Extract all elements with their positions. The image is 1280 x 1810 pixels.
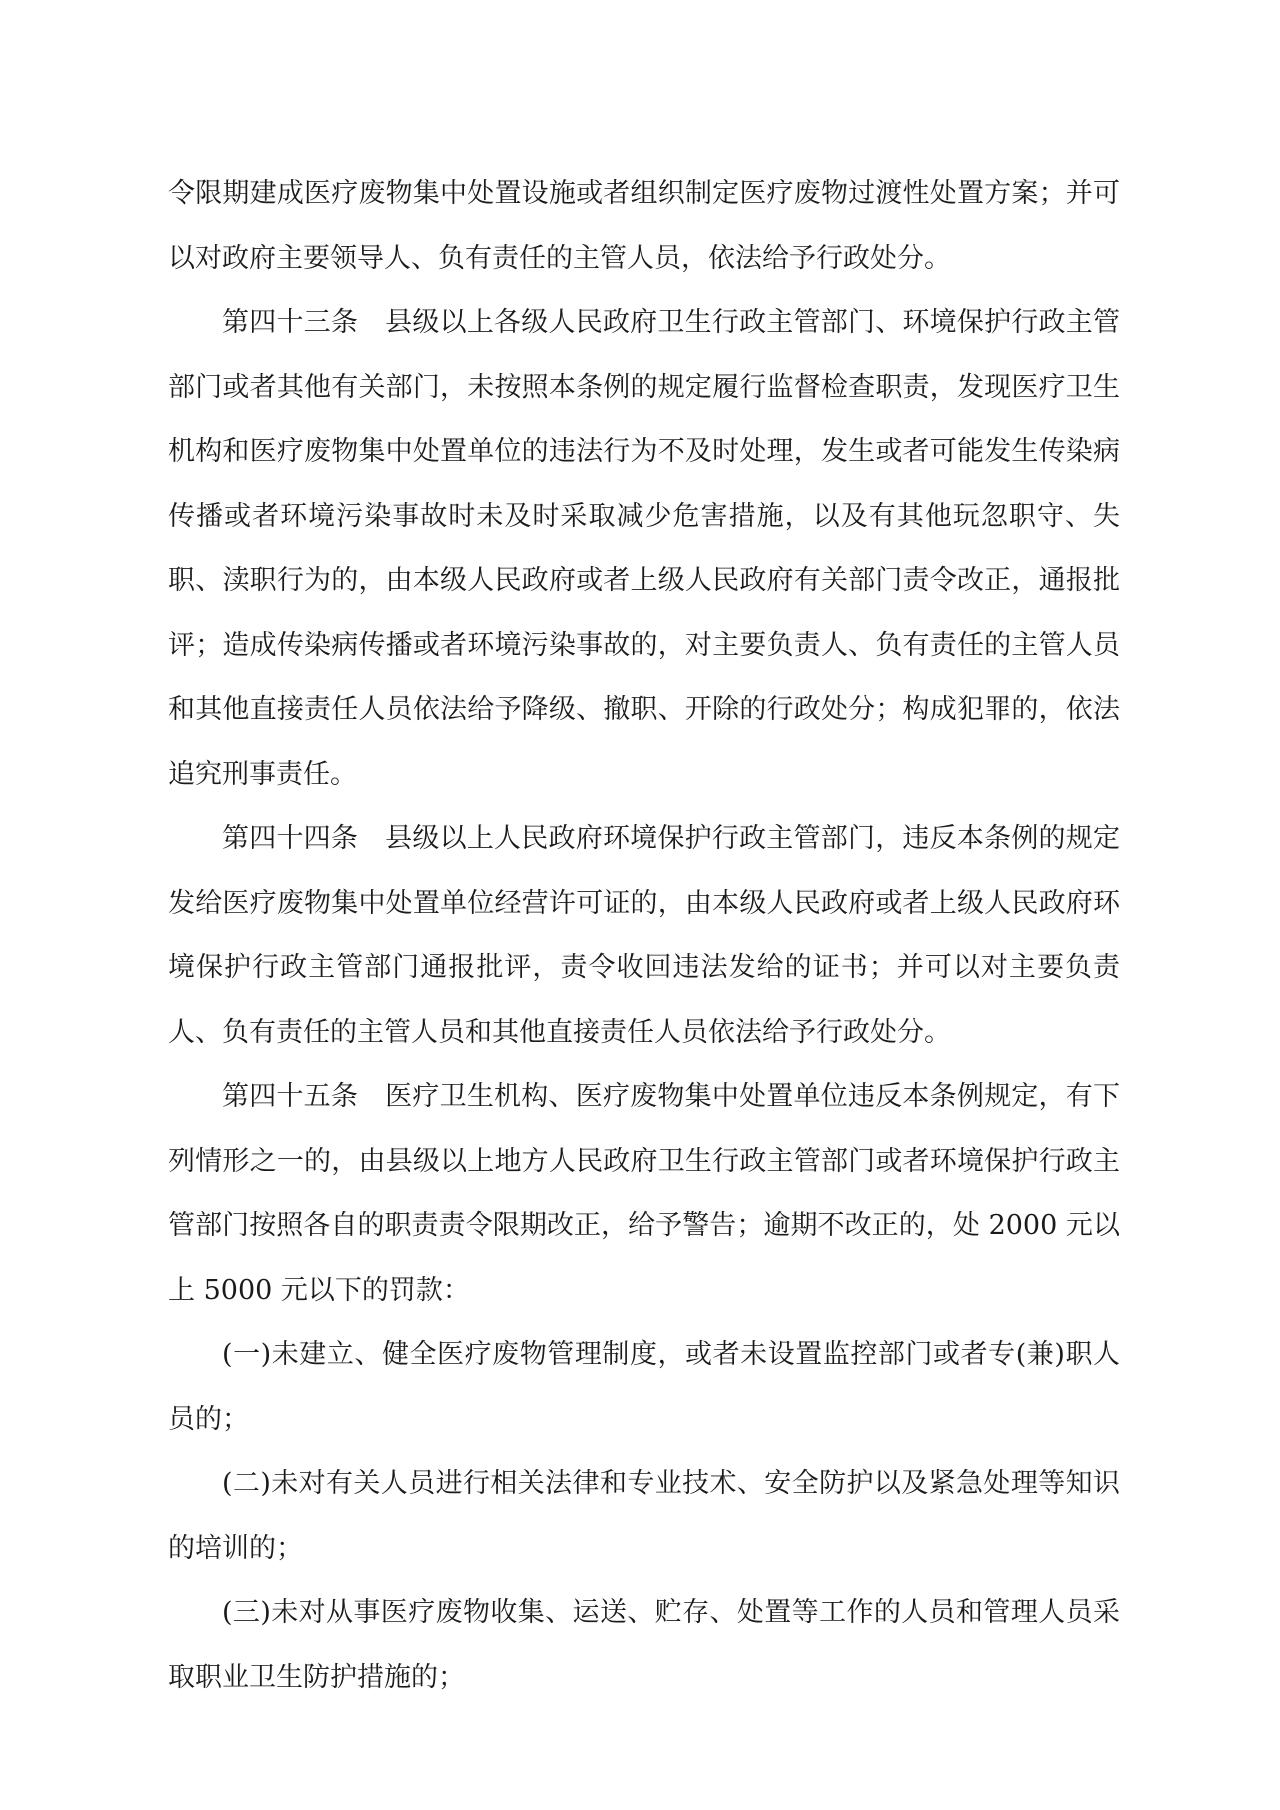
list-item-2: (二)未对有关人员进行相关法律和专业技术、安全防护以及紧急处理等知识的培训的；	[168, 1468, 1120, 1564]
document-body	[168, 162, 1120, 1710]
list-item-3: (三)未对从事医疗废物收集、运送、贮存、处置等工作的人员和管理人员采取职业卫生防护措施的；	[168, 1597, 1120, 1693]
article-44	[168, 807, 1120, 1065]
article-number: 第四十三条	[222, 307, 359, 338]
article-45	[168, 1065, 1120, 1323]
article-43	[168, 291, 1120, 807]
article-number: 第四十四条	[222, 823, 359, 854]
article-number: 第四十五条	[222, 1081, 359, 1112]
continuation-paragraph: 令限期建成医疗废物集中处置设施或者组织制定医疗废物过渡性处置方案；并可以对政府主要领导人、负有责任的主管人员，依法给予行政处分。	[168, 178, 1120, 274]
article-text: 医疗卫生机构、医疗废物集中处置单位违反本条例规定，有下列情形之一的，由县级以上地方人民政府卫生行政主管部门或者环境保护行政主管部门按照各自的职责责令限期改正，给予警告；逾期不改正的，处 2000 元以上 5000 元以下的罚款：	[168, 1081, 1121, 1306]
list-item-1: (一)未建立、健全医疗废物管理制度，或者未设置监控部门或者专(兼)职人员的；	[168, 1339, 1120, 1435]
article-text: 县级以上各级人民政府卫生行政主管部门、环境保护行政主管部门或者其他有关部门，未按照本条例的规定履行监督检查职责，发现医疗卫生机构和医疗废物集中处置单位的违法行为不及时处理，发生或者可能发生传染病传播或者环境污染事故时未及时采取减少危害措施，以及有其他玩忽职守、失职、渎职行为的，由本级人民政府或者上级人民政府有关部门责令改正，通报批评；造成传染病传播或者环境污染事故的，对主要负责人、负有责任的主管人员和其他直接责任人员依法给予降级、撤职、开除的行政处分；构成犯罪的，依法追究刑事责任。	[168, 307, 1121, 790]
article-text: 县级以上人民政府环境保护行政主管部门，违反本条例的规定发给医疗废物集中处置单位经营许可证的，由本级人民政府或者上级人民政府环境保护行政主管部门通报批评，责令收回违法发给的证书；并可以对主要负责人、负有责任的主管人员和其他直接责任人员依法给予行政处分。	[168, 823, 1121, 1048]
